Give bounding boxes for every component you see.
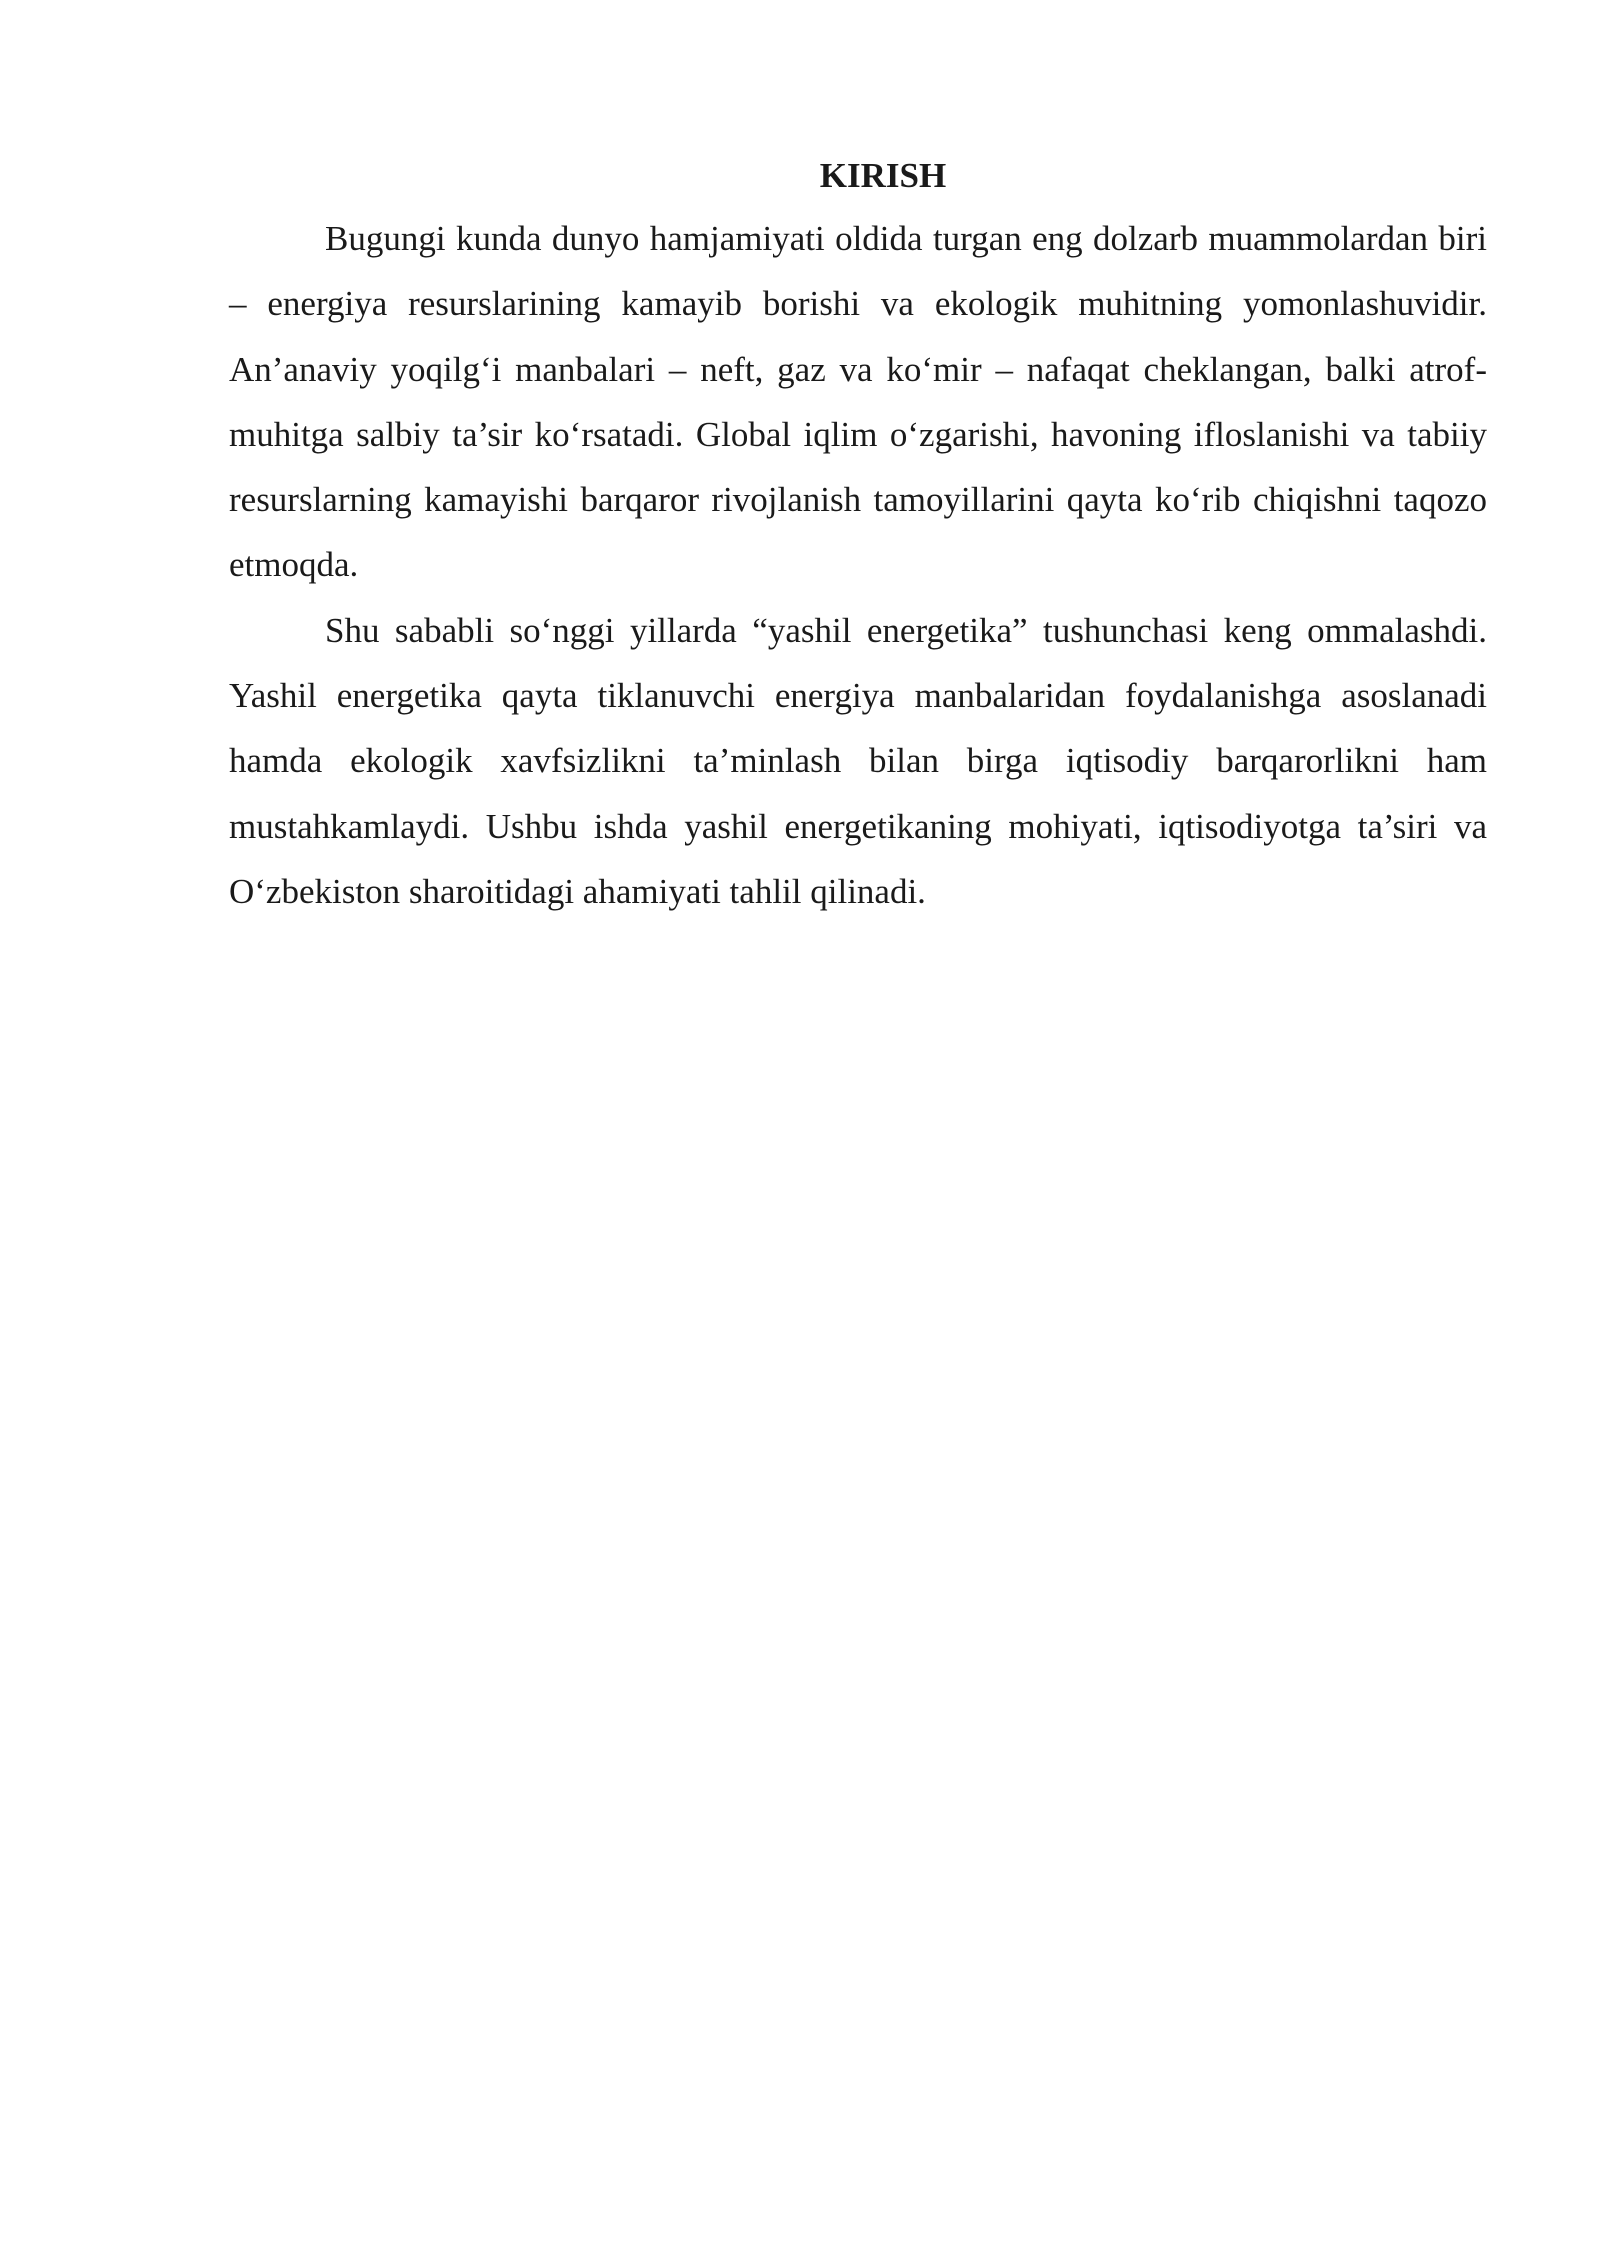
paragraph-intro: Bugungi kunda dunyo hamjamiyati oldida turgan eng dolzarb muammolardan biri – energiya resurslarining kamayib borishi va ekologik muhitning yomonlashuvidir. An’anaviy yoqilg‘i manbalari – neft, gaz va ko‘mir – nafaqat cheklangan, balki atrof-muhitga salbiy ta’sir ko‘rsatadi. Global iqlim o‘zgarishi, havoning ifloslanishi va tabiiy resurslarning kamayishi barqaror rivojlanish tamoyillarini qayta ko‘rib chiqishni taqozo etmoqda. [229,219,1487,585]
document-body [229,146,1487,924]
section-heading: KIRISH [819,156,947,195]
paragraph-green-energy: Shu sababli so‘nggi yillarda “yashil energetika” tushunchasi keng ommalashdi. Yashil energetika qayta tiklanuvchi energiya manbalaridan foydalanishga asoslanadi hamda ekologik xavfsizlikni ta’minlash bilan birga iqtisodiy barqarorlikni ham mustahkamlaydi. Ushbu ishda yashil energetikaning mohiyati, iqtisodiyotga ta’siri va O‘zbekiston sharoitidagi ahamiyati tahlil qilinadi. [229,610,1487,911]
